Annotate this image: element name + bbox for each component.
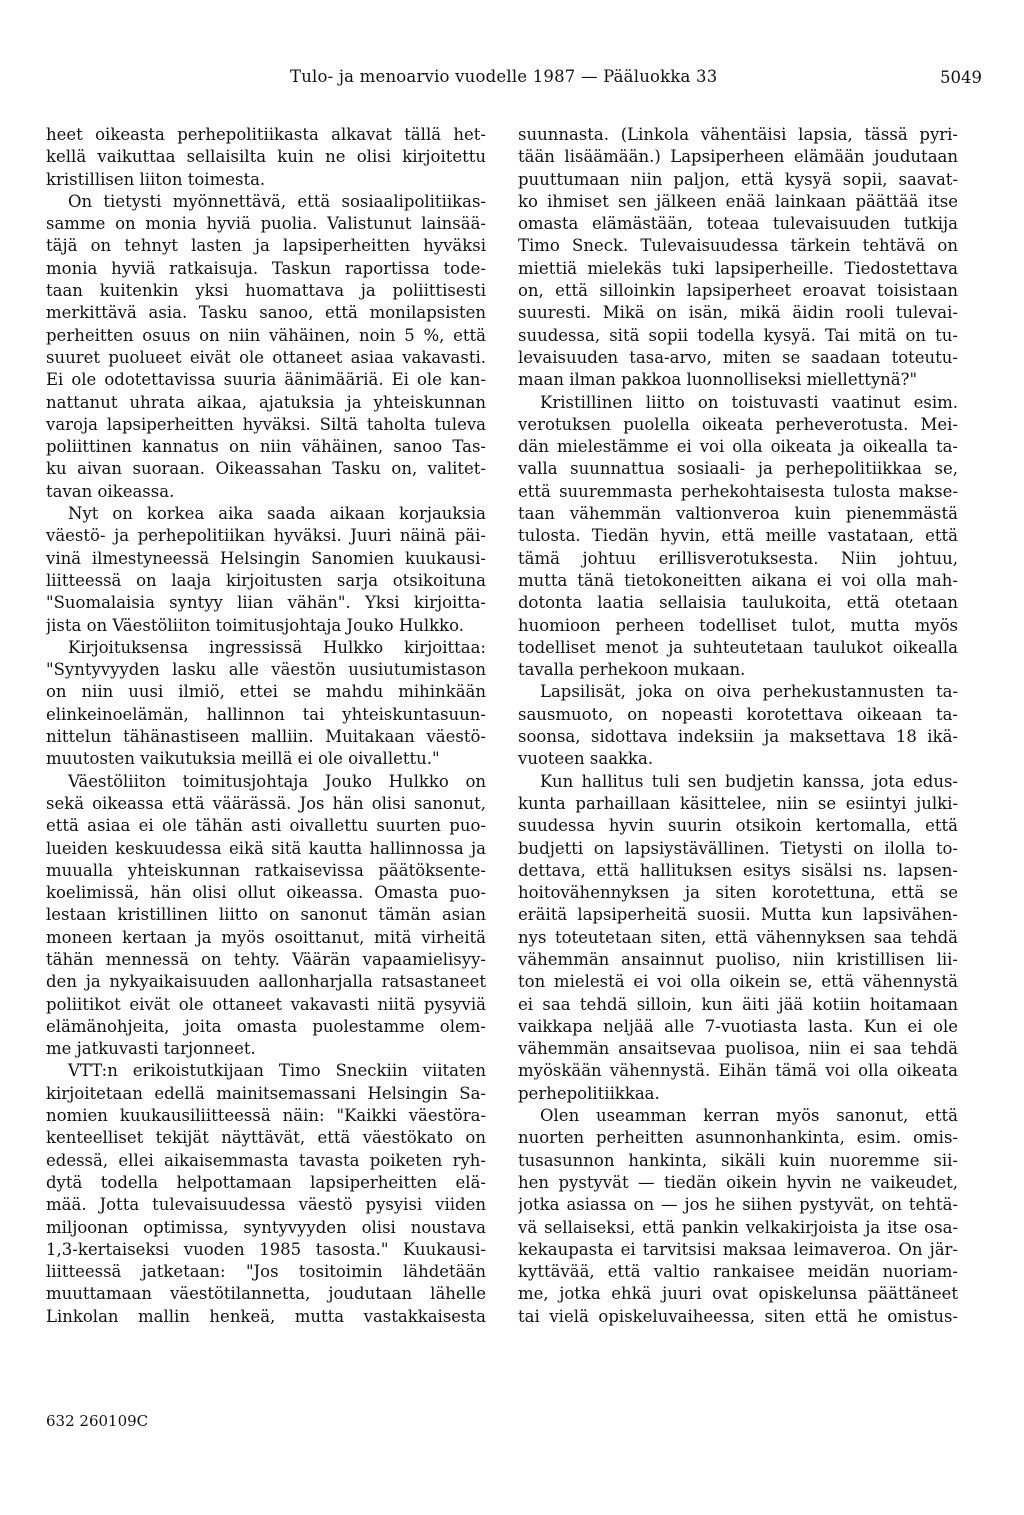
text-line: tähän mennessä on tehty. Väärän vapaamielisyy-: [46, 949, 486, 969]
text-line: ku aivan suoraan. Oikeassahan Tasku on, valitet-: [46, 459, 486, 479]
text-line: me, jotka ehkä juuri ovat opiskelunsa päättäneet: [518, 1284, 958, 1304]
text-line: tusasunnon hankinta, sikäli kuin nuoremme sii-: [518, 1150, 958, 1170]
text-line: jista on Väestöliiton toimitusjohtaja Jouko Hulkko.: [46, 615, 465, 635]
text-line: budjetti on lapsiystävällinen. Tietysti on ilolla to-: [518, 838, 958, 858]
text-line: tavalla perhekoon mukaan.: [518, 660, 746, 680]
text-line: poliitikot eivät ole ottaneet vakavasti niitä pysyviä: [46, 994, 486, 1014]
text-line: sausmuoto, on nopeasti korotettava oikeaan ta-: [518, 704, 958, 724]
text-line: ton mielestä ei voi olla oikein se, että vähennystä: [518, 972, 958, 992]
text-line: dytä todella helpottamaan lapsiperheitten elä-: [46, 1172, 486, 1192]
text-line: puuttumaan niin paljon, että kysyä sopii, saavat-: [518, 169, 958, 189]
left-text-column: [46, 124, 486, 1328]
text-line: 1,3-kertaiseksi vuoden 1985 tasosta." Kuukausi-: [46, 1239, 486, 1259]
right-text-column: [518, 124, 958, 1328]
text-line: maan ilman pakkoa luonnolliseksi miellettynä?": [518, 370, 918, 390]
text-line: Timo Sneck. Tulevaisuudessa tärkein tehtävä on: [518, 236, 958, 256]
text-line: me jatkuvasti tarjonneet.: [46, 1039, 256, 1059]
text-line: kenteelliset tekijät näyttävät, että väestökato on: [46, 1128, 486, 1148]
text-line: kirjoitetaan edellä mainitsemassani Helsingin Sa-: [46, 1083, 486, 1103]
text-line: miljoonan optimissa, syntyvyyden olisi noustava: [46, 1217, 486, 1237]
text-line: VTT:n erikoistutkijaan Timo Sneckiin viitaten: [68, 1061, 486, 1081]
text-line: monia hyviä ratkaisuja. Taskun raportissa tode-: [46, 258, 486, 278]
text-line: tai vielä opiskeluvaiheessa, siten että he omistus-: [518, 1306, 958, 1326]
text-line: "Syntyvyyden lasku alle väestön uusiutumistason: [46, 660, 486, 680]
text-line: merkittävä asia. Tasku sanoo, että monilapsisten: [46, 303, 486, 323]
text-line: täjä on tehnyt lasten ja lapsiperheitten hyväksi: [46, 236, 486, 256]
text-line: todelliset menot ja suhteutetaan taulukot oikealla: [518, 637, 958, 657]
text-line: muutosten vaikutuksia meillä ei ole oivallettu.": [46, 749, 440, 769]
text-line: väestö- ja perhepolitiikan hyväksi. Juuri näinä päi-: [46, 526, 486, 546]
text-line: liitteessä jatketaan: "Jos tositoimin lähdetään: [46, 1262, 486, 1282]
text-line: muuttamaan väestötilannetta, joudutaan lähelle: [46, 1284, 486, 1304]
text-line: nomien kuukausiliitteessä näin: "Kaikki väestöra-: [46, 1106, 486, 1126]
text-line: nittelun tähänastiseen malliin. Muitakaan väestö-: [46, 727, 486, 747]
text-line: nys toteutetaan siten, että vähennyksen saa tehdä: [518, 927, 958, 947]
text-line: ko ihmiset sen jälkeen enää lainkaan päättää itse: [518, 191, 958, 211]
footer-print-code: 632 260109C: [46, 1412, 149, 1430]
text-line: elinkeinoelämän, hallinnon tai yhteiskuntasuun-: [46, 704, 486, 724]
text-line: Kun hallitus tuli sen budjetin kanssa, jota edus-: [540, 771, 958, 791]
text-line: vähemmän ansainnut puoliso, niin kristillisen lii-: [518, 949, 958, 969]
text-line: mutta tänä tietokoneitten aikana ei voi olla mah-: [518, 570, 958, 590]
text-line: on, että silloinkin lapsiperheet eroavat toisistaan: [518, 281, 958, 301]
text-line: Lapsilisät, joka on oiva perhekustannusten ta-: [540, 682, 958, 702]
text-line: suudessa hyvin suurin otsikoin kertomalla, että: [518, 816, 958, 836]
text-line: jotka asiassa on — jos he siihen pystyvät, on tehtä-: [518, 1195, 958, 1215]
text-line: kunta parhaillaan käsittelee, niin se esiintyi julki-: [518, 793, 958, 813]
text-line: lueiden keskuudessa eikä sitä kautta hallinnossa ja: [46, 838, 486, 858]
text-line: perheitten osuus on niin vähäinen, noin 5 %, että: [46, 325, 486, 345]
text-line: moneen kertaan ja myös osoittanut, mitä virheitä: [46, 927, 486, 947]
text-line: elämänohjeita, joita omasta puolestamme olem-: [46, 1016, 486, 1036]
text-line: kyttävää, että valtio rankaisee meidän nuoriam-: [518, 1262, 958, 1282]
text-line: dän mielestämme ei voi olla oikeata ja oikealla ta-: [518, 437, 958, 457]
text-line: vinä ilmestyneessä Helsingin Sanomien kuukausi-: [46, 548, 486, 568]
page-number: 5049: [940, 68, 982, 87]
text-line: heet oikeasta perhepolitiikasta alkavat tällä het-: [46, 125, 486, 144]
running-head: Tulo- ja menoarvio vuodelle 1987 — Pääluokka 33: [290, 67, 718, 86]
text-line: myöskään vähennystä. Eihän tämä voi olla oikeata: [518, 1061, 958, 1081]
text-line: den ja nykyaikaisuuden aallonharjalla ratsastaneet: [46, 972, 486, 992]
text-line: kristillisen liiton toimesta.: [46, 169, 266, 189]
text-line: hen pystyvät — tiedän oikein hyvin ne vaikeudet,: [518, 1172, 958, 1192]
text-line: suuresti. Mikä on isän, mikä äidin rooli tulevai-: [518, 303, 958, 323]
text-line: koelimissä, hän olisi ollut oikeassa. Omasta puo-: [46, 883, 486, 903]
text-line: että suuremmasta perhekohtaisesta tulosta makse-: [518, 481, 958, 501]
text-line: vähemmän ansaitsevaa puolisoa, niin ei saa tehdä: [518, 1039, 958, 1059]
text-line: vaikkapa neljää alle 7-vuotiasta lasta. Kun ei ole: [518, 1016, 958, 1036]
text-line: eräitä lapsiperheitä suosii. Mutta kun lapsivähen-: [518, 905, 958, 925]
text-line: suuret puolueet eivät ole ottaneet asiaa vakavasti.: [46, 347, 486, 367]
text-line: "Suomalaisia syntyy liian vähän". Yksi kirjoitta-: [46, 593, 486, 613]
text-line: muualla yhteiskunnan ratkaisevissa päätöksente-: [46, 860, 486, 880]
text-line: dotonta laatia sellaisia taulukoita, että otetaan: [518, 593, 958, 613]
text-line: dettava, että hallituksen esitys sisälsi ns. lapsen-: [518, 860, 958, 880]
text-line: samme on monia hyviä puolia. Valistunut lainsää-: [46, 214, 486, 234]
text-line: Väestöliiton toimitusjohtaja Jouko Hulkko on: [68, 771, 486, 791]
text-line: tään lisäämään.) Lapsiperheen elämään joudutaan: [518, 147, 958, 167]
text-line: Linkolan mallin henkeä, mutta vastakkaisesta: [46, 1306, 486, 1326]
text-line: Nyt on korkea aika saada aikaan korjauksia: [68, 504, 486, 524]
text-line: on niin uusi ilmiö, ettei se mahdu mihinkään: [46, 682, 486, 702]
text-line: Olen useamman kerran myös sanonut, että: [540, 1106, 958, 1126]
text-line: levaisuuden tasa-arvo, miten se saadaan toteutu-: [518, 347, 958, 367]
text-line: Kirjoituksensa ingressissä Hulkko kirjoittaa:: [68, 637, 486, 657]
text-line: tavan oikeassa.: [46, 481, 175, 501]
text-line: Ei ole odotettavissa suuria äänimääriä. Ei ole kan-: [46, 370, 486, 390]
text-line: valla suunnattua sosiaali- ja perhepolitiikkaa se,: [518, 459, 958, 479]
text-line: edessä, ellei aikaisemmasta tavasta poiketen ryh-: [46, 1150, 486, 1170]
text-line: soonsa, sidottava indeksiin ja maksettava 18 ikä-: [518, 727, 958, 747]
text-line: perhepolitiikkaa.: [518, 1083, 660, 1103]
text-line: hoitovähennyksen ja siten korotettuna, että se: [518, 883, 958, 903]
text-line: tulosta. Tiedän hyvin, että meille vastataan, että: [518, 526, 958, 546]
text-line: vuoteen saakka.: [518, 749, 654, 769]
text-line: vä sellaiseksi, että pankin velkakirjoista ja itse osa-: [518, 1217, 958, 1237]
text-line: omasta elämästään, toteaa tulevaisuuden tutkija: [518, 214, 958, 234]
text-line: suudessa, sitä sopii todella kysyä. Tai mitä on tu-: [518, 325, 958, 345]
text-line: nuorten perheitten asunnonhankinta, esim. omis-: [518, 1128, 958, 1148]
text-line: mää. Jotta tulevaisuudessa väestö pysyisi viiden: [46, 1195, 486, 1215]
text-line: On tietysti myönnettävä, että sosiaalipolitiikas-: [68, 191, 486, 211]
text-line: varoja lapsiperheitten hyväksi. Siltä taholta tuleva: [46, 414, 486, 434]
text-line: ei saa tehdä silloin, kun äiti jää kotiin hoitamaan: [518, 994, 958, 1014]
text-line: että asiaa ei ole tähän asti oivallettu suurten puo-: [46, 816, 486, 836]
text-line: taan vähemmän valtionveroa kuin pienemmästä: [518, 504, 958, 524]
text-line: verotuksen puolella oikeata perheverotusta. Mei-: [518, 414, 958, 434]
text-line: poliittinen kannatus on niin vähäinen, sanoo Tas-: [46, 437, 486, 457]
text-line: huomioon perheen todelliset tulot, mutta myös: [518, 615, 958, 635]
text-line: tämä johtuu erillisverotuksesta. Niin johtuu,: [518, 548, 958, 568]
text-line: kellä vaikuttaa sellaisilta kuin ne olisi kirjoitettu: [46, 147, 486, 167]
text-line: liitteessä on laaja kirjoitusten sarja otsikoituna: [46, 570, 486, 590]
text-line: sekä oikeassa että väärässä. Jos hän olisi sanonut,: [46, 793, 486, 813]
text-line: suunnasta. (Linkola vähentäisi lapsia, tässä pyri-: [518, 125, 958, 144]
text-line: nattanut uhrata aikaa, ajatuksia ja yhteiskunnan: [46, 392, 486, 412]
text-line: Kristillinen liitto on toistuvasti vaatinut esim.: [540, 392, 958, 412]
text-line: lestaan kristillinen liitto on sanonut tämän asian: [46, 905, 486, 925]
text-line: miettiä mielekäs tuki lapsiperheille. Tiedostettava: [518, 258, 958, 278]
text-line: taan kuitenkin yksi huomattava ja poliittisesti: [46, 281, 486, 301]
text-line: kekaupasta ei tarvitsisi maksaa leimaveroa. On jär-: [518, 1239, 958, 1259]
